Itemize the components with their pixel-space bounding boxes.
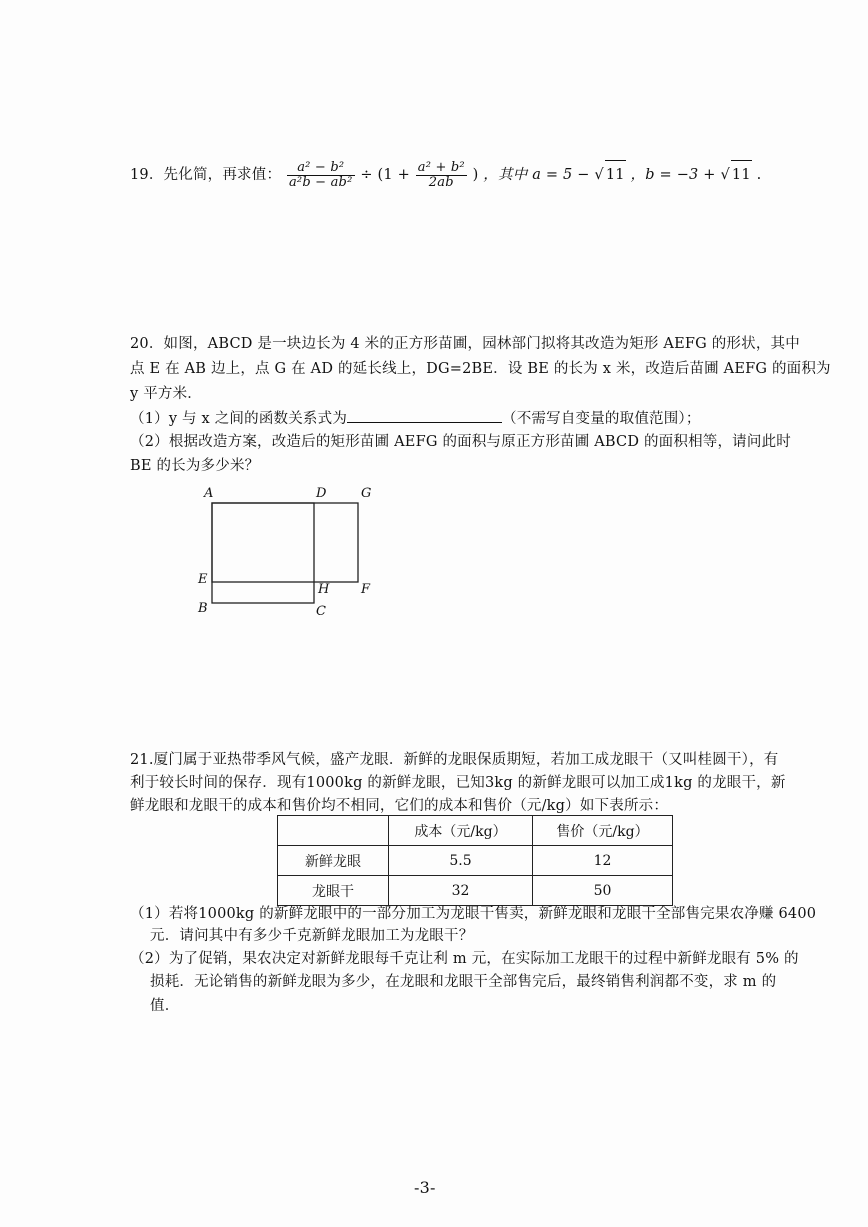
q20-sub-2-line-1: （2）根据改造方案，改造后的矩形苗圃 AEFG 的面积与原正方形苗圃 ABCD 的面积相等，请问此时	[130, 434, 791, 450]
table-header-row	[278, 816, 673, 846]
q19-frac1-denominator: a²b − ab²	[288, 174, 353, 190]
q21-line-3: 鲜龙眼和龙眼干的成本和售价均不相同，它们的成本和售价（元/kg）如下表所示：	[130, 798, 669, 814]
page-number: -3-	[414, 1178, 436, 1197]
q19-fraction-1	[287, 161, 355, 190]
label-f: F	[361, 582, 371, 597]
q21-sub-1-line-2: 元．请问其中有多少千克新鲜龙眼加工为龙眼干？	[150, 928, 474, 944]
label-c: C	[316, 604, 326, 619]
q19-sqrt-icon: √	[594, 167, 604, 183]
table-cell: 12	[533, 846, 673, 876]
q21-sub-2-line-1: （2）为了促销，果农决定对新鲜龙眼每千克让利 m 元，在实际加工龙眼干的过程中新鲜龙眼有 5% 的	[130, 951, 799, 967]
q19-fraction-2	[416, 161, 467, 190]
q21-sub-1-line-1: （1）若将1000kg 的新鲜龙眼中的一部分加工为龙眼干售卖，新鲜龙眼和龙眼干全部售完果农净赚 6400	[130, 906, 817, 922]
q19-sqrt-value-1: 11	[605, 160, 626, 189]
table-cell: 龙眼干	[278, 876, 389, 906]
label-b: B	[198, 601, 208, 616]
q20-line-3: y 平方米．	[130, 386, 203, 402]
q20-sub1-note: （不需写自变量的取值范围）；	[502, 411, 701, 427]
q20-sub-2-line-2: BE 的长为多少米？	[130, 458, 260, 474]
label-e: E	[198, 572, 208, 587]
q20-line-1: 20．如图，ABCD 是一块边长为 4 米的正方形苗圃，园林部门拟将其改造为矩形 AEFG 的形状，其中	[130, 336, 800, 352]
label-h: H	[318, 582, 330, 597]
q19-prefix: 19．先化简，再求值：	[130, 167, 282, 183]
q20-figure	[190, 480, 390, 620]
q19-end: .	[756, 167, 762, 183]
q21-sub-2-line-3: 值．	[150, 998, 180, 1014]
q20-answer-blank	[347, 408, 502, 423]
question-19	[130, 160, 761, 190]
q21-line-1: 21.厦门属于亚热带季风气候，盛产龙眼．新鲜的龙眼保质期短，若加工成龙眼干（又叫桂圆干），有	[130, 752, 779, 768]
table-row	[278, 876, 673, 906]
table-cell: 5.5	[389, 846, 533, 876]
table-cell: 50	[533, 876, 673, 906]
q20-sub-1	[130, 408, 701, 429]
table-row	[278, 846, 673, 876]
q19-sqrt-value-2: 11	[731, 160, 752, 189]
q19-divide-sign: ÷	[360, 167, 373, 183]
rectangle-aefg	[212, 503, 358, 582]
q20-sub1-text: （1）y 与 x 之间的函数关系式为	[130, 411, 348, 427]
label-d: D	[316, 486, 327, 501]
table-header-cell: 售价（元/kg）	[533, 816, 673, 846]
q19-paren-open: (1 +	[377, 167, 410, 183]
q19-condition-b: ，b = −3 +	[630, 167, 716, 183]
q19-sqrt-icon-2: √	[720, 167, 730, 183]
q19-paren-close: )	[472, 167, 479, 183]
table-header-cell: 成本（元/kg）	[389, 816, 533, 846]
price-table	[277, 815, 673, 906]
square-abcd	[212, 503, 314, 603]
q19-frac2-numerator: a² + b²	[417, 159, 465, 175]
q19-condition-a: ，其中 a = 5 −	[483, 167, 590, 183]
q19-frac1-numerator: a² − b²	[287, 161, 355, 176]
q20-line-2: 点 E 在 AB 边上，点 G 在 AD 的延长线上，DG=2BE．设 BE 的长为 x 米，改造后苗圃 AEFG 的面积为	[130, 361, 831, 377]
label-a: A	[204, 486, 214, 501]
q21-sub-2-line-2: 损耗．无论销售的新鲜龙眼为多少，在龙眼和龙眼干全部售完后，最终销售利润都不变，求 m 的	[150, 974, 777, 990]
q19-frac2-denominator: 2ab	[428, 174, 454, 190]
q21-line-2: 利于较长时间的保存．现有1000kg 的新鲜龙眼，已知3kg 的新鲜龙眼可以加工成1kg 的龙眼干，新	[130, 775, 786, 791]
table-header-cell	[278, 816, 389, 846]
label-g: G	[361, 486, 372, 501]
table-cell: 32	[389, 876, 533, 906]
table-cell: 新鲜龙眼	[278, 846, 389, 876]
